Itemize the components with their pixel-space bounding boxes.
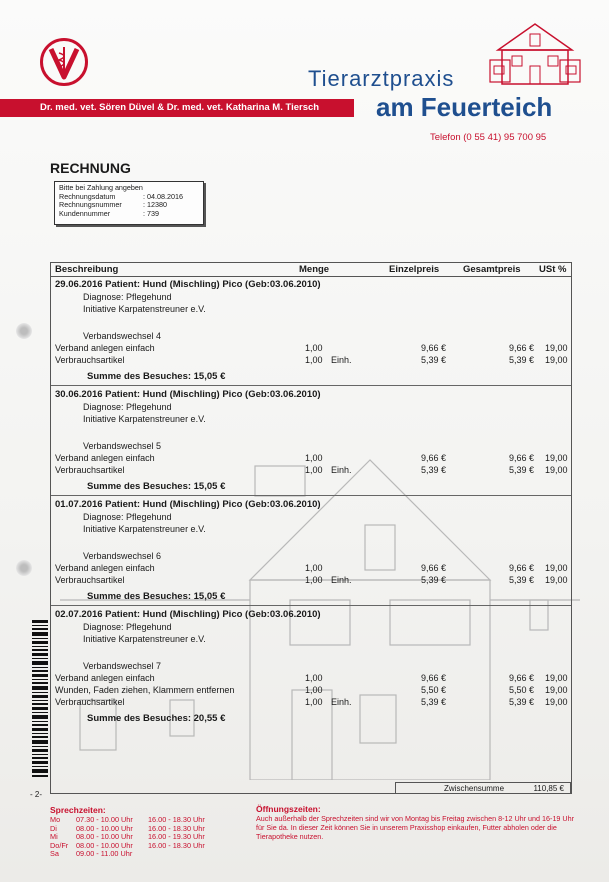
item-total: 5,39 € — [509, 575, 535, 585]
visit-organization: Initiative Karpatenstreuner e.V. — [83, 524, 206, 534]
visit-group: Verbandswechsel 4 — [83, 331, 162, 341]
item-unit: Einh. — [331, 575, 352, 585]
visit-diagnosis: Diagnose: Pflegehund — [83, 402, 172, 412]
visit-divider — [51, 495, 571, 496]
visit-organization: Initiative Karpatenstreuner e.V. — [83, 414, 206, 424]
visit-header: 01.07.2016 Patient: Hund (Mischling) Pico (Geb:03.06.2010) — [55, 499, 321, 510]
item-quantity: 1,00 — [305, 685, 323, 695]
item-description: Verbrauchsartikel — [55, 575, 125, 585]
item-description: Verbrauchsartikel — [55, 465, 125, 475]
col-vat: USt % — [539, 264, 567, 275]
visit-divider — [51, 605, 571, 606]
hours-row: Sa 09.00 - 11.00 Uhr — [50, 849, 133, 858]
item-vat: 19,00 — [545, 465, 568, 475]
item-quantity: 1,00 — [305, 563, 323, 573]
hours-row: Mo 07.30 - 10.00 Uhr 16.00 - 18.30 Uhr — [50, 815, 205, 824]
opening-text: Auch außerhalb der Sprechzeiten sind wir von Montag bis Freitag zwischen 8-12 Uhr und 16-19 Uhr für Sie da. In dieser Zeit können Sie in unserem Praxisshop einkaufen, Futter abholen oder die Tierapotheke nutzen. — [256, 814, 575, 841]
brand-name-top: Tierarztpraxis — [308, 66, 455, 91]
visit-group: Verbandswechsel 6 — [83, 551, 162, 561]
col-unit-price: Einzelpreis — [389, 264, 440, 275]
subtotal-box — [395, 782, 571, 794]
item-vat: 19,00 — [545, 697, 568, 707]
item-unit-price: 5,50 € — [421, 685, 447, 695]
hours-row: Di 08.00 - 10.00 Uhr 16.00 - 18.30 Uhr — [50, 823, 205, 833]
item-unit: Einh. — [331, 355, 352, 365]
item-vat: 19,00 — [545, 673, 568, 683]
item-description: Wunden, Faden ziehen, Klammern entfernen — [55, 685, 235, 695]
visit-sum: Summe des Besuches: 20,55 € — [87, 713, 226, 724]
house-logo-icon — [486, 20, 584, 86]
hours-list — [50, 816, 205, 859]
item-quantity: 1,00 — [305, 673, 323, 683]
page-number: - 2- — [30, 790, 42, 799]
item-description: Verbrauchsartikel — [55, 697, 125, 707]
col-total-price: Gesamtpreis — [463, 264, 521, 275]
punch-hole — [16, 560, 32, 576]
item-description: Verband anlegen einfach — [55, 563, 155, 573]
visit-group: Verbandswechsel 5 — [83, 441, 162, 451]
invoice-table — [50, 262, 572, 794]
item-vat: 19,00 — [545, 575, 568, 585]
visit-divider — [51, 385, 571, 386]
item-quantity: 1,00 — [305, 465, 323, 475]
item-total: 9,66 € — [509, 343, 535, 353]
item-vat: 19,00 — [545, 343, 568, 353]
practice-logo — [40, 38, 88, 86]
visit-header: 29.06.2016 Patient: Hund (Mischling) Pico (Geb:03.06.2010) — [55, 279, 321, 290]
visit-diagnosis: Diagnose: Pflegehund — [83, 622, 172, 632]
subtotal-value: 110,85 € — [533, 784, 564, 793]
visit-sum: Summe des Besuches: 15,05 € — [87, 481, 226, 492]
item-total: 9,66 € — [509, 453, 535, 463]
item-vat: 19,00 — [545, 685, 568, 695]
subtotal-label: Zwischensumme — [444, 784, 505, 793]
hours-row: Mi 08.00 - 10.00 Uhr 16.00 - 19.30 Uhr — [50, 832, 205, 841]
item-description: Verbrauchsartikel — [55, 355, 125, 365]
item-quantity: 1,00 — [305, 355, 323, 365]
visit-header: 02.07.2016 Patient: Hund (Mischling) Pico (Geb:03.06.2010) — [55, 609, 321, 620]
item-total: 5,50 € — [509, 685, 535, 695]
item-unit-price: 9,66 € — [421, 453, 447, 463]
item-total: 5,39 € — [509, 355, 535, 365]
table-header — [51, 263, 571, 277]
brand-name-main: am Feuerteich — [376, 92, 553, 122]
item-description: Verband anlegen einfach — [55, 453, 155, 463]
item-quantity: 1,00 — [305, 343, 323, 353]
item-unit-price: 5,39 € — [421, 697, 447, 707]
info-row: Kundennummer : 739 — [59, 208, 159, 218]
punch-hole — [16, 323, 32, 339]
item-total: 5,39 € — [509, 697, 535, 707]
opening-title: Öffnungszeiten: — [256, 804, 321, 814]
visit-sum: Summe des Besuches: 15,05 € — [87, 591, 226, 602]
info-row: Rechnungsdatum : 04.08.2016 — [59, 191, 183, 201]
document-title: RECHNUNG — [50, 160, 131, 176]
item-unit-price: 5,39 € — [421, 355, 447, 365]
item-total: 9,66 € — [509, 563, 535, 573]
visit-organization: Initiative Karpatenstreuner e.V. — [83, 634, 206, 644]
item-vat: 19,00 — [545, 453, 568, 463]
visit-header: 30.06.2016 Patient: Hund (Mischling) Pico (Geb:03.06.2010) — [55, 389, 321, 400]
item-unit-price: 5,39 € — [421, 575, 447, 585]
item-vat: 19,00 — [545, 355, 568, 365]
item-description: Verband anlegen einfach — [55, 673, 155, 683]
col-quantity: Menge — [299, 264, 330, 275]
phone-number: Telefon (0 55 41) 95 700 95 — [430, 132, 547, 143]
item-description: Verband anlegen einfach — [55, 343, 155, 353]
hours-title: Sprechzeiten: — [50, 805, 106, 815]
item-unit-price: 9,66 € — [421, 563, 447, 573]
visit-diagnosis: Diagnose: Pflegehund — [83, 292, 172, 302]
payment-reference-box — [54, 181, 204, 225]
item-unit: Einh. — [331, 697, 352, 707]
visit-group: Verbandswechsel 7 — [83, 661, 162, 671]
item-quantity: 1,00 — [305, 453, 323, 463]
visit-sum: Summe des Besuches: 15,05 € — [87, 371, 226, 382]
item-total: 9,66 € — [509, 673, 535, 683]
item-total: 5,39 € — [509, 465, 535, 475]
caduceus-icon — [43, 41, 85, 83]
info-row: Rechnungsnummer : 12380 — [59, 200, 167, 209]
item-quantity: 1,00 — [305, 697, 323, 707]
item-vat: 19,00 — [545, 563, 568, 573]
col-description: Beschreibung — [55, 264, 119, 275]
item-quantity: 1,00 — [305, 575, 323, 585]
hours-row: Do/Fr 08.00 - 10.00 Uhr 16.00 - 18.30 Uhr — [50, 840, 205, 850]
item-unit: Einh. — [331, 465, 352, 475]
item-unit-price: 9,66 € — [421, 343, 447, 353]
item-unit-price: 9,66 € — [421, 673, 447, 683]
payment-reference-heading: Bitte bei Zahlung angeben — [59, 183, 143, 192]
visit-diagnosis: Diagnose: Pflegehund — [83, 512, 172, 522]
doctors-banner: Dr. med. vet. Sören Düvel & Dr. med. vet. Katharina M. Tiersch — [0, 99, 354, 117]
barcode-icon — [32, 620, 48, 780]
visit-organization: Initiative Karpatenstreuner e.V. — [83, 304, 206, 314]
item-unit-price: 5,39 € — [421, 465, 447, 475]
